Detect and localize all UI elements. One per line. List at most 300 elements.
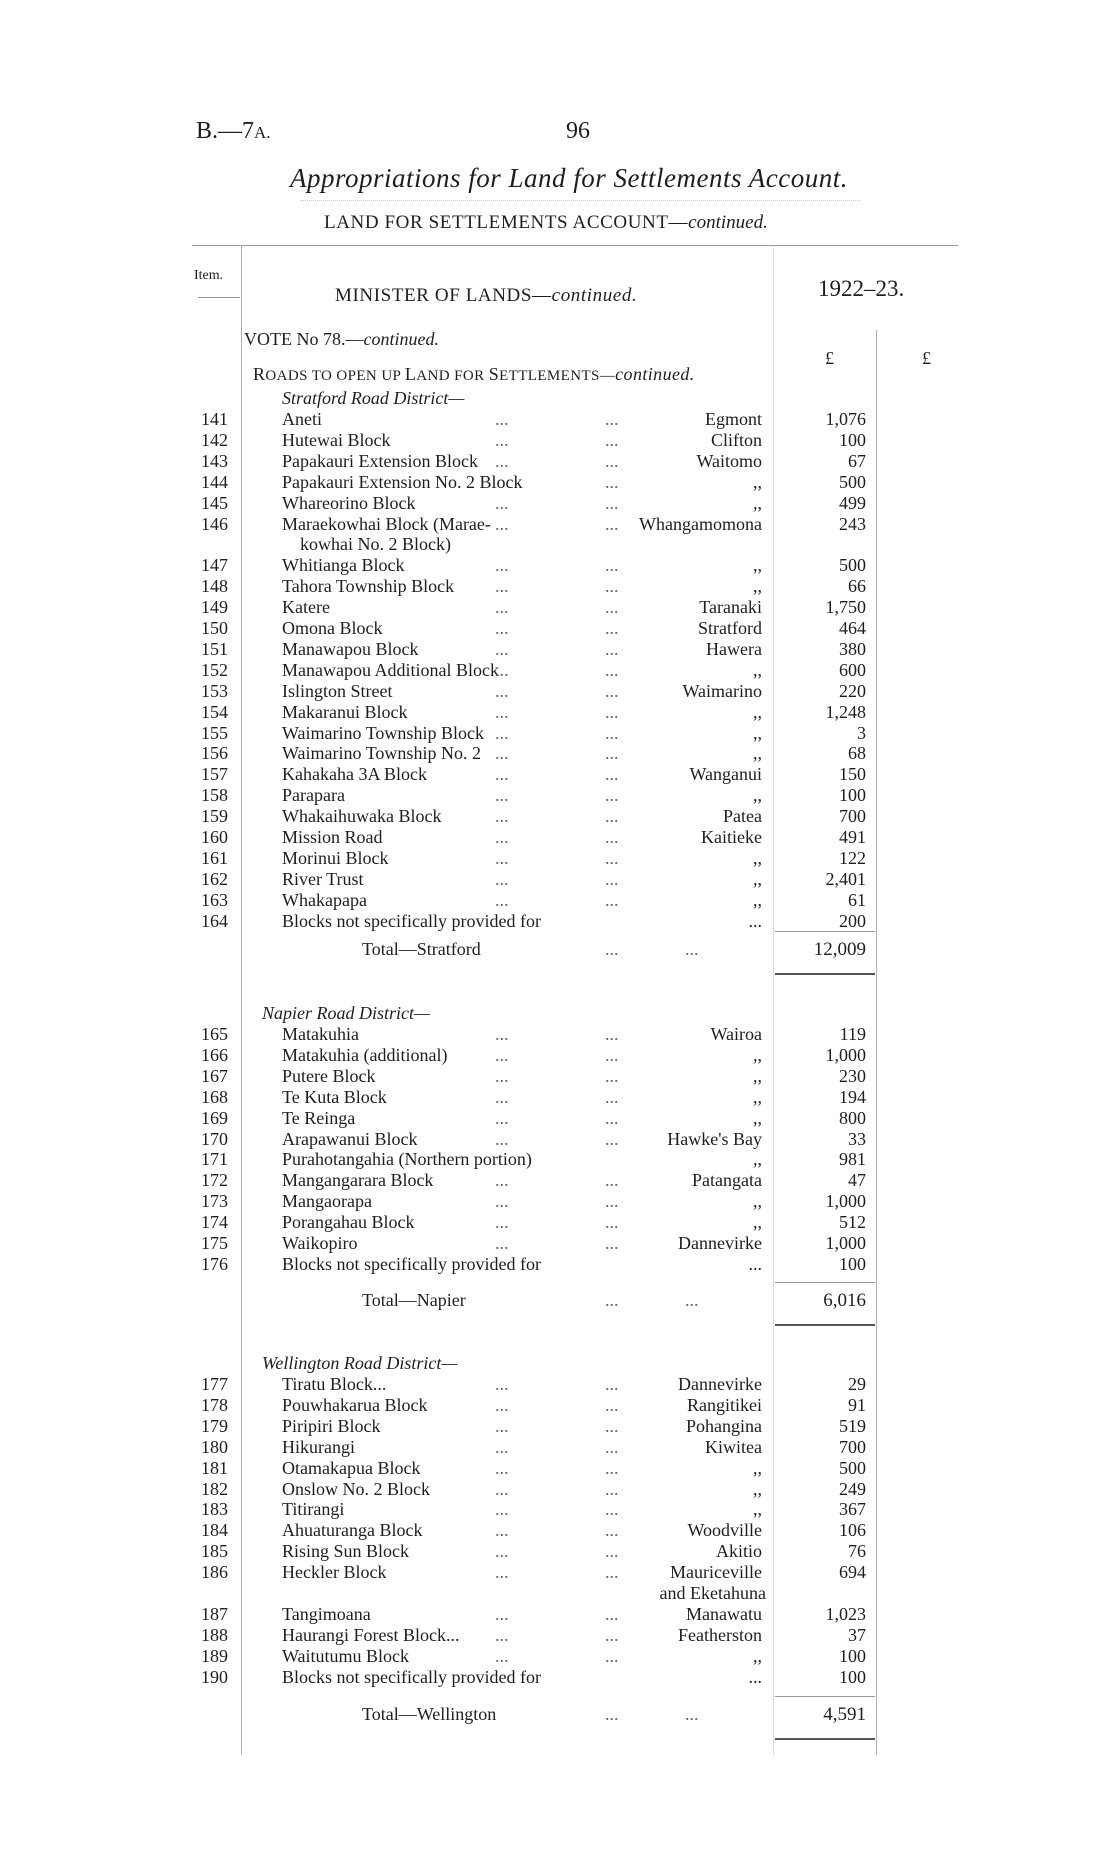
year-column-header: 1922–23. bbox=[818, 276, 905, 301]
roads-heading: ROADS TO OPEN UP LAND FOR SETTLEMENTS—continued. bbox=[253, 364, 695, 384]
item-number: 159 bbox=[201, 806, 228, 827]
block-name-continued: kowhai No. 2 Block) bbox=[300, 534, 451, 555]
county-name: ,, bbox=[753, 555, 762, 576]
table-row bbox=[0, 493, 1114, 514]
county-name: ,, bbox=[753, 1107, 762, 1128]
item-number: 190 bbox=[201, 1666, 228, 1687]
item-number: 175 bbox=[201, 1233, 228, 1253]
amount-value: 66 bbox=[848, 576, 866, 597]
leader-dots: ... bbox=[605, 1562, 619, 1583]
county-name: Clifton bbox=[710, 429, 762, 450]
block-name: Omona Block bbox=[282, 618, 383, 638]
county-name: ,, bbox=[753, 785, 762, 806]
amount-value: 519 bbox=[839, 1415, 866, 1436]
leader-dots: ... bbox=[495, 847, 509, 868]
block-name: Katere bbox=[282, 597, 330, 618]
vote-heading: VOTE No 78.—continued. bbox=[244, 329, 439, 349]
leader-dots: ... bbox=[605, 1191, 619, 1212]
pound-sign-total: £ bbox=[922, 348, 931, 368]
amount-value: 33 bbox=[848, 1128, 866, 1149]
county-name: Woodville bbox=[687, 1520, 762, 1541]
amount-value: 220 bbox=[839, 680, 866, 701]
amount-value: 700 bbox=[839, 1436, 866, 1457]
table-row bbox=[0, 1667, 1114, 1688]
item-number: 154 bbox=[201, 701, 228, 722]
leader-dots: ... bbox=[495, 1107, 509, 1128]
county-name: Pohangina bbox=[686, 1415, 762, 1436]
table-row bbox=[0, 1541, 1114, 1562]
item-number: 149 bbox=[201, 597, 228, 618]
county-name: Stratford bbox=[698, 618, 762, 638]
title-rule bbox=[300, 200, 860, 201]
leader-dots: ... bbox=[495, 450, 509, 471]
amount-value: 981 bbox=[839, 1149, 866, 1170]
leader-dots: ... bbox=[495, 680, 509, 701]
total-top-rule bbox=[775, 1696, 875, 1697]
item-number: 171 bbox=[201, 1149, 228, 1170]
county-name: ,, bbox=[753, 722, 762, 743]
county-name: ,, bbox=[753, 1645, 762, 1666]
leader-dots: ... bbox=[605, 939, 619, 959]
leader-dots: ... bbox=[495, 513, 509, 534]
amount-value: 464 bbox=[839, 618, 866, 638]
county-name: Kaitieke bbox=[701, 827, 762, 847]
block-name: Waimarino Township Block bbox=[282, 722, 484, 743]
block-name: Makaranui Block bbox=[282, 701, 408, 722]
leader-dots: ... bbox=[605, 1436, 619, 1457]
total-amount: 6,016 bbox=[823, 1290, 866, 1311]
county-name: ,, bbox=[753, 1478, 762, 1499]
leader-dots: ... bbox=[495, 722, 509, 743]
amount-value: 67 bbox=[848, 450, 866, 471]
item-number: 188 bbox=[201, 1624, 228, 1645]
leader-dots: ... bbox=[605, 555, 619, 576]
page-number: 96 bbox=[566, 118, 590, 144]
amount-value: 100 bbox=[839, 429, 866, 450]
table-row bbox=[0, 890, 1114, 911]
block-name: Rising Sun Block bbox=[282, 1541, 410, 1562]
item-number: 148 bbox=[201, 576, 228, 597]
item-number: 162 bbox=[201, 868, 228, 889]
county-name-continued: and Eketahuna bbox=[659, 1583, 766, 1603]
district-heading: Napier Road District— bbox=[262, 1003, 431, 1023]
leader-dots: ... bbox=[605, 1499, 619, 1520]
table-row bbox=[0, 472, 1114, 493]
county-name: Featherston bbox=[678, 1624, 762, 1645]
block-name: Whareorino Block bbox=[282, 492, 416, 513]
leader-dots: ... bbox=[495, 1044, 509, 1065]
block-name: Putere Block bbox=[282, 1065, 376, 1086]
total-amount: 12,009 bbox=[813, 939, 866, 960]
item-number: 176 bbox=[201, 1253, 228, 1274]
amount-value: 47 bbox=[848, 1170, 866, 1191]
block-name: Papakauri Extension Block bbox=[282, 450, 478, 471]
amount-value: 1,000 bbox=[825, 1191, 866, 1212]
table-row bbox=[0, 702, 1114, 723]
leader-dots: ... bbox=[605, 806, 619, 827]
leader-dots: ... bbox=[495, 1024, 509, 1044]
leader-dots: ... bbox=[495, 555, 509, 576]
block-name: Kahakaha 3A Block bbox=[282, 764, 427, 785]
county-name: Hawera bbox=[706, 638, 762, 659]
leader-dots: ... bbox=[605, 1645, 619, 1666]
amount-value: 249 bbox=[839, 1478, 866, 1499]
table-row bbox=[0, 1066, 1114, 1087]
table-row bbox=[0, 764, 1114, 785]
item-number: 146 bbox=[201, 513, 228, 534]
leader-dots: ... bbox=[495, 409, 509, 429]
table-row bbox=[0, 1129, 1114, 1150]
amount-value: 499 bbox=[839, 492, 866, 513]
table-row bbox=[0, 911, 1114, 932]
item-number: 143 bbox=[201, 450, 228, 471]
county-name: ... bbox=[748, 910, 762, 931]
leader-dots: ... bbox=[495, 868, 509, 889]
item-number: 160 bbox=[201, 827, 228, 847]
county-name: Rangitikei bbox=[687, 1394, 762, 1415]
item-number: 152 bbox=[201, 659, 228, 680]
item-number: 150 bbox=[201, 618, 228, 638]
amount-value: 491 bbox=[839, 827, 866, 847]
amount-value: 200 bbox=[839, 910, 866, 931]
leader-dots: ... bbox=[605, 1107, 619, 1128]
county-name: Whangamomona bbox=[639, 513, 762, 534]
amount-value: 1,248 bbox=[825, 701, 866, 722]
leader-dots: ... bbox=[605, 1233, 619, 1253]
county-name: ,, bbox=[753, 868, 762, 889]
block-name: Piripiri Block bbox=[282, 1415, 381, 1436]
leader-dots: ... bbox=[495, 597, 509, 618]
amount-value: 194 bbox=[839, 1086, 866, 1107]
item-number: 158 bbox=[201, 785, 228, 806]
block-name: Manawapou Additional Block bbox=[282, 659, 499, 680]
table-row bbox=[0, 1170, 1114, 1191]
item-number: 151 bbox=[201, 638, 228, 659]
item-number: 182 bbox=[201, 1478, 228, 1499]
table-row bbox=[0, 848, 1114, 869]
amount-value: 100 bbox=[839, 1253, 866, 1274]
leader-dots: ... bbox=[605, 659, 619, 680]
leader-dots: ... bbox=[495, 1233, 509, 1253]
table-row bbox=[0, 1625, 1114, 1646]
block-name: Aneti bbox=[282, 409, 322, 429]
table-row bbox=[0, 1416, 1114, 1437]
item-number: 177 bbox=[201, 1374, 228, 1394]
leader-dots: ... bbox=[495, 1065, 509, 1086]
leader-dots: ... bbox=[605, 701, 619, 722]
table-row bbox=[0, 1108, 1114, 1129]
block-name: Mangaorapa bbox=[282, 1191, 372, 1212]
item-number: 164 bbox=[201, 910, 228, 931]
leader-dots: ... bbox=[495, 1457, 509, 1478]
block-name: Mangangarara Block bbox=[282, 1170, 434, 1191]
leader-dots: ... bbox=[605, 1415, 619, 1436]
leader-dots: ... bbox=[605, 429, 619, 450]
block-name: Heckler Block bbox=[282, 1562, 387, 1583]
leader-dots: ... bbox=[605, 722, 619, 743]
block-name: Tangimoana bbox=[282, 1603, 371, 1624]
county-name: ... bbox=[748, 1253, 762, 1274]
table-row bbox=[0, 1191, 1114, 1212]
block-name: Porangahau Block bbox=[282, 1212, 415, 1233]
leader-dots: ... bbox=[495, 1128, 509, 1149]
amount-value: 37 bbox=[848, 1624, 866, 1645]
table-row bbox=[0, 1520, 1114, 1541]
item-number: 181 bbox=[201, 1457, 228, 1478]
county-name: Patangata bbox=[692, 1170, 762, 1191]
county-name: ,, bbox=[753, 889, 762, 910]
county-name: Wairoa bbox=[710, 1024, 762, 1044]
block-name: Te Reinga bbox=[282, 1107, 356, 1128]
item-number: 141 bbox=[201, 409, 228, 429]
leader-dots: ... bbox=[605, 1541, 619, 1562]
county-name: Patea bbox=[723, 806, 762, 827]
amount-value: 380 bbox=[839, 638, 866, 659]
leader-dots: ... bbox=[495, 1374, 509, 1394]
district-heading: Stratford Road District— bbox=[282, 388, 465, 408]
amount-value: 100 bbox=[839, 1645, 866, 1666]
table-row bbox=[0, 1254, 1114, 1275]
county-name: ,, bbox=[753, 1212, 762, 1233]
block-name: Ahuaturanga Block bbox=[282, 1520, 423, 1541]
amount-value: 3 bbox=[857, 722, 866, 743]
block-name: Islington Street bbox=[282, 680, 393, 701]
leader-dots: ... bbox=[495, 889, 509, 910]
leader-dots: ... bbox=[605, 1704, 619, 1724]
amount-value: 150 bbox=[839, 764, 866, 785]
table-row bbox=[0, 409, 1114, 430]
amount-value: 1,023 bbox=[825, 1603, 866, 1624]
amount-value: 29 bbox=[848, 1374, 866, 1394]
table-row bbox=[0, 806, 1114, 827]
table-row bbox=[0, 743, 1114, 764]
table-row bbox=[0, 555, 1114, 576]
amount-value: 600 bbox=[839, 659, 866, 680]
leader-dots: ... bbox=[495, 806, 509, 827]
block-name: Parapara bbox=[282, 785, 345, 806]
leader-dots: ... bbox=[605, 1603, 619, 1624]
table-row bbox=[0, 1024, 1114, 1045]
amount-value: 800 bbox=[839, 1107, 866, 1128]
leader-dots: ... bbox=[685, 1290, 699, 1310]
county-name: Waitomo bbox=[696, 450, 762, 471]
block-name: Titirangi bbox=[282, 1499, 345, 1520]
table-row bbox=[0, 1087, 1114, 1108]
leader-dots: ... bbox=[605, 1374, 619, 1394]
table-row bbox=[0, 1499, 1114, 1520]
leader-dots: ... bbox=[605, 618, 619, 638]
account-subtitle: LAND FOR SETTLEMENTS ACCOUNT—continued. bbox=[324, 212, 768, 233]
leader-dots: ... bbox=[495, 1086, 509, 1107]
table-row bbox=[0, 723, 1114, 744]
block-name: Otamakapua Block bbox=[282, 1457, 421, 1478]
block-name: Hutewai Block bbox=[282, 429, 391, 450]
leader-dots: ... bbox=[605, 1624, 619, 1645]
leader-dots: ... bbox=[495, 1520, 509, 1541]
item-number: 167 bbox=[201, 1065, 228, 1086]
amount-value: 694 bbox=[839, 1562, 866, 1583]
amount-value: 1,000 bbox=[825, 1233, 866, 1253]
item-number: 169 bbox=[201, 1107, 228, 1128]
leader-dots: ... bbox=[605, 827, 619, 847]
item-number: 155 bbox=[201, 722, 228, 743]
leader-dots: ... bbox=[495, 1541, 509, 1562]
block-name: Tiratu Block... bbox=[282, 1374, 387, 1394]
county-name: Kiwitea bbox=[705, 1436, 762, 1457]
item-number: 156 bbox=[201, 743, 228, 764]
item-number: 144 bbox=[201, 471, 228, 492]
table-row bbox=[0, 1374, 1114, 1395]
leader-dots: ... bbox=[495, 618, 509, 638]
item-number: 166 bbox=[201, 1044, 228, 1065]
amount-value: 122 bbox=[839, 847, 866, 868]
block-name: Te Kuta Block bbox=[282, 1086, 387, 1107]
county-name: Akitio bbox=[715, 1541, 762, 1562]
item-number: 185 bbox=[201, 1541, 228, 1562]
block-name: Blocks not specifically provided for bbox=[282, 910, 541, 931]
table-row bbox=[0, 1045, 1114, 1066]
table-row bbox=[0, 785, 1114, 806]
block-name: Purahotangahia (Northern portion) bbox=[282, 1149, 532, 1170]
county-name: ,, bbox=[753, 847, 762, 868]
amount-value: 500 bbox=[839, 471, 866, 492]
county-name: Taranaki bbox=[699, 597, 762, 618]
county-name: Wanganui bbox=[689, 764, 762, 785]
leader-dots: ... bbox=[605, 847, 619, 868]
item-number: 186 bbox=[201, 1562, 228, 1583]
total-top-rule bbox=[775, 1282, 875, 1283]
table-row bbox=[0, 576, 1114, 597]
item-number: 153 bbox=[201, 680, 228, 701]
county-name: ,, bbox=[753, 1191, 762, 1212]
amount-value: 76 bbox=[848, 1541, 866, 1562]
leader-dots: ... bbox=[605, 409, 619, 429]
county-name: ,, bbox=[753, 471, 762, 492]
leader-dots: ... bbox=[495, 659, 509, 680]
item-number: 168 bbox=[201, 1086, 228, 1107]
item-number: 147 bbox=[201, 555, 228, 576]
amount-value: 700 bbox=[839, 806, 866, 827]
district-heading: Wellington Road District— bbox=[262, 1353, 458, 1373]
leader-dots: ... bbox=[605, 1024, 619, 1044]
ministry-heading: MINISTER OF LANDS—continued. bbox=[335, 285, 638, 306]
leader-dots: ... bbox=[605, 1044, 619, 1065]
leader-dots: ... bbox=[605, 680, 619, 701]
amount-value: 367 bbox=[839, 1499, 866, 1520]
amount-value: 1,000 bbox=[825, 1044, 866, 1065]
table-row bbox=[0, 514, 1114, 535]
block-name: Waitutumu Block bbox=[282, 1645, 410, 1666]
county-name: Egmont bbox=[705, 409, 762, 429]
amount-value: 1,750 bbox=[825, 597, 866, 618]
table-row bbox=[0, 681, 1114, 702]
item-number: 170 bbox=[201, 1128, 228, 1149]
county-name: Mauriceville bbox=[670, 1562, 762, 1583]
block-name: Whakaihuwaka Block bbox=[282, 806, 442, 827]
block-name: Haurangi Forest Block... bbox=[282, 1624, 460, 1645]
table-row bbox=[0, 1479, 1114, 1500]
item-number: 172 bbox=[201, 1170, 228, 1191]
total-top-rule bbox=[775, 931, 875, 932]
total-bottom-rule bbox=[775, 1324, 875, 1326]
page-title: Appropriations for Land for Settlements Account. bbox=[290, 163, 848, 193]
leader-dots: ... bbox=[495, 1603, 509, 1624]
table-row bbox=[0, 1149, 1114, 1170]
leader-dots: ... bbox=[605, 450, 619, 471]
leader-dots: ... bbox=[685, 939, 699, 959]
leader-dots: ... bbox=[605, 743, 619, 764]
county-name: Dannevirke bbox=[678, 1233, 762, 1253]
amount-value: 119 bbox=[839, 1024, 866, 1044]
table-row bbox=[0, 1458, 1114, 1479]
county-name: ,, bbox=[753, 1499, 762, 1520]
item-number: 173 bbox=[201, 1191, 228, 1212]
leader-dots: ... bbox=[495, 1436, 509, 1457]
leader-dots: ... bbox=[605, 597, 619, 618]
block-name: Hikurangi bbox=[282, 1436, 355, 1457]
item-number: 178 bbox=[201, 1394, 228, 1415]
county-name: ,, bbox=[753, 701, 762, 722]
item-number: 165 bbox=[201, 1024, 228, 1044]
county-name: ,, bbox=[753, 1457, 762, 1478]
leader-dots: ... bbox=[605, 1212, 619, 1233]
item-number: 142 bbox=[201, 429, 228, 450]
leader-dots: ... bbox=[495, 1478, 509, 1499]
block-name: Morinui Block bbox=[282, 847, 389, 868]
leader-dots: ... bbox=[495, 1624, 509, 1645]
leader-dots: ... bbox=[495, 638, 509, 659]
item-number: 179 bbox=[201, 1415, 228, 1436]
leader-dots: ... bbox=[605, 889, 619, 910]
table-row bbox=[0, 869, 1114, 890]
block-name: Waikopiro bbox=[282, 1233, 358, 1253]
leader-dots: ... bbox=[605, 471, 619, 492]
amount-value: 230 bbox=[839, 1065, 866, 1086]
block-name: Blocks not specifically provided for bbox=[282, 1666, 541, 1687]
table-row bbox=[0, 430, 1114, 451]
item-number: 184 bbox=[201, 1520, 228, 1541]
leader-dots: ... bbox=[605, 1086, 619, 1107]
leader-dots: ... bbox=[605, 1478, 619, 1499]
item-number: 174 bbox=[201, 1212, 228, 1233]
block-name: Manawapou Block bbox=[282, 638, 419, 659]
block-name: Tahora Township Block bbox=[282, 576, 455, 597]
block-name: Waimarino Township No. 2 bbox=[282, 743, 481, 764]
block-name: Onslow No. 2 Block bbox=[282, 1478, 430, 1499]
item-number: 180 bbox=[201, 1436, 228, 1457]
amount-value: 512 bbox=[839, 1212, 866, 1233]
amount-value: 106 bbox=[839, 1520, 866, 1541]
leader-dots: ... bbox=[495, 1394, 509, 1415]
item-number: 189 bbox=[201, 1645, 228, 1666]
leader-dots: ... bbox=[495, 1415, 509, 1436]
leader-dots: ... bbox=[495, 1645, 509, 1666]
leader-dots: ... bbox=[495, 1170, 509, 1191]
county-name: Manawatu bbox=[686, 1603, 762, 1624]
table-top-rule bbox=[192, 245, 958, 246]
table-row bbox=[0, 1233, 1114, 1254]
table-row bbox=[0, 827, 1114, 848]
county-name: ,, bbox=[753, 1044, 762, 1065]
county-name: ,, bbox=[753, 1065, 762, 1086]
item-head-rule bbox=[198, 297, 240, 298]
amount-value: 91 bbox=[848, 1394, 866, 1415]
county-name: Hawke's Bay bbox=[667, 1128, 762, 1149]
leader-dots: ... bbox=[605, 1065, 619, 1086]
table-row bbox=[0, 1646, 1114, 1667]
total-amount: 4,591 bbox=[823, 1704, 866, 1725]
leader-dots: ... bbox=[605, 1170, 619, 1191]
